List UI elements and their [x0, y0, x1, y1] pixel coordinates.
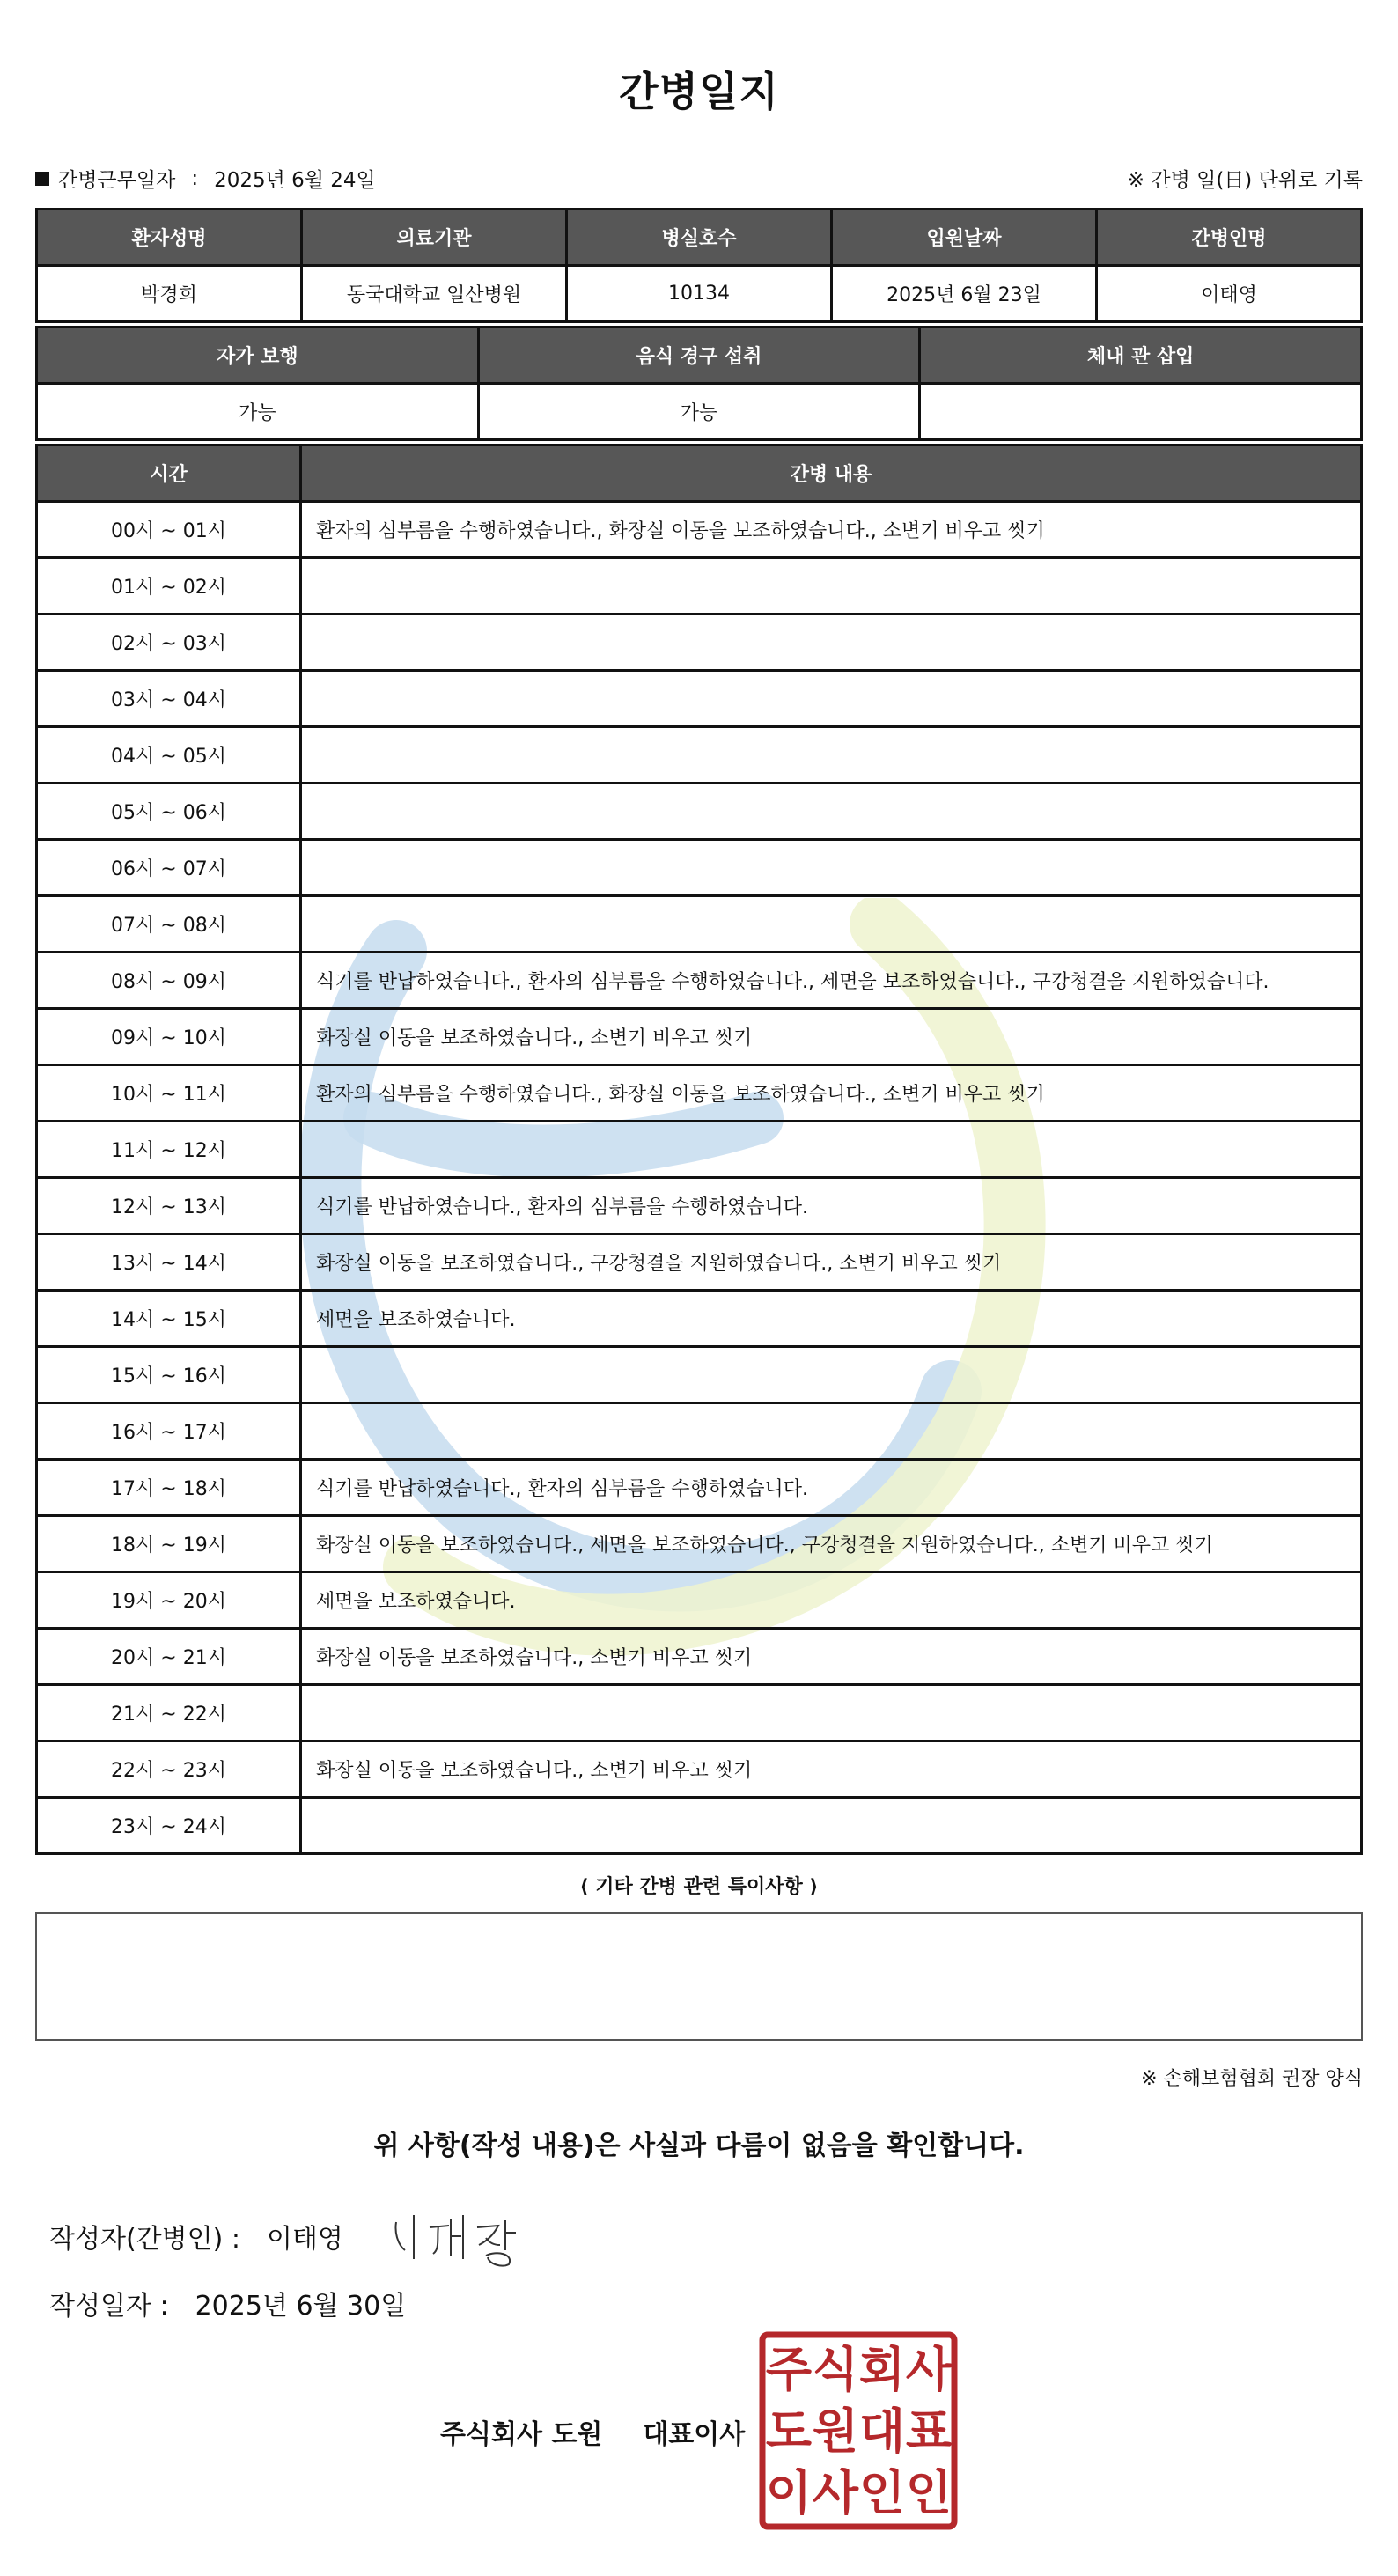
care-log-time: 00시 ~ 01시 [37, 502, 301, 558]
patient-info-header-row [37, 210, 1362, 266]
care-log-row [37, 1009, 1362, 1065]
care-log-content: 화장실 이동을 보조하였습니다., 소변기 비우고 씻기 [301, 1009, 1362, 1065]
care-log-content [301, 558, 1362, 615]
care-log-time: 15시 ~ 16시 [37, 1347, 301, 1403]
care-log-row [37, 1291, 1362, 1347]
header-admission-date: 입원날짜 [832, 210, 1097, 266]
care-log-row [37, 1065, 1362, 1122]
square-bullet-icon [35, 172, 49, 186]
company-seal-stamp [759, 2331, 958, 2530]
care-log-content [301, 896, 1362, 953]
header-caregiver-name: 간병인명 [1097, 210, 1362, 266]
care-log-time: 22시 ~ 23시 [37, 1741, 301, 1798]
care-log-time: 20시 ~ 21시 [37, 1629, 301, 1685]
work-date-value: 2025년 6월 24일 [214, 169, 376, 192]
status-value-row [37, 384, 1362, 440]
seal-character: 식 [812, 2342, 859, 2397]
care-log-row [37, 1347, 1362, 1403]
header-hospital: 의료기관 [302, 210, 567, 266]
writer-name: 이태영 [266, 2224, 343, 2255]
care-log-time: 14시 ~ 15시 [37, 1291, 301, 1347]
care-log-content [301, 1403, 1362, 1460]
care-log-content: 세면을 보조하였습니다. [301, 1572, 1362, 1629]
seal-character: 주 [765, 2342, 813, 2397]
header-care-content: 간병 내용 [301, 445, 1362, 502]
care-log-row [37, 1798, 1362, 1854]
care-log-content: 식기를 반납하였습니다., 환자의 심부름을 수행하였습니다. [301, 1178, 1362, 1234]
header-room-number: 병실호수 [567, 210, 832, 266]
care-log-row [37, 953, 1362, 1009]
care-log-time: 21시 ~ 22시 [37, 1685, 301, 1741]
care-log-row [37, 1460, 1362, 1516]
care-log-content [301, 671, 1362, 727]
care-log-content [301, 1122, 1362, 1178]
care-log-content: 화장실 이동을 보조하였습니다., 소변기 비우고 씻기 [301, 1629, 1362, 1685]
company-name: 주식회사 도원 [440, 2419, 603, 2450]
work-date-separator: : [191, 166, 199, 190]
care-log-row [37, 502, 1362, 558]
care-log-time: 05시 ~ 06시 [37, 784, 301, 840]
seal-character: 인 [858, 2465, 906, 2521]
special-notes-label: ⟨ 기타 간병 관련 특이사항 ⟩ [579, 1876, 819, 1898]
patient-info-table [35, 208, 1363, 323]
record-unit-note: ※ 간병 일(日) 단위로 기록 [1127, 169, 1363, 192]
care-log-time: 10시 ~ 11시 [37, 1065, 301, 1122]
care-log-content: 세면을 보조하였습니다. [301, 1291, 1362, 1347]
tube-insertion-value [920, 384, 1362, 440]
seal-character: 원 [812, 2403, 859, 2459]
care-log-row [37, 1178, 1362, 1234]
work-date-row [35, 164, 376, 193]
header-self-walking: 자가 보행 [37, 328, 479, 384]
seal-character: 표 [905, 2403, 953, 2459]
hospital-name: 동국대학교 일산병원 [302, 266, 567, 322]
room-number: 10134 [567, 266, 832, 322]
writer-label: 작성자(간병인) : [49, 2224, 240, 2255]
care-log-time: 02시 ~ 03시 [37, 615, 301, 671]
care-log-time: 16시 ~ 17시 [37, 1403, 301, 1460]
seal-character: 회 [858, 2342, 906, 2397]
oral-intake-value: 가능 [478, 384, 920, 440]
care-log-table [35, 444, 1363, 1855]
care-log-content [301, 1798, 1362, 1854]
patient-status-table [35, 326, 1363, 441]
care-log-time: 19시 ~ 20시 [37, 1572, 301, 1629]
care-log-content [301, 840, 1362, 896]
care-log-row [37, 1741, 1362, 1798]
care-log-row [37, 558, 1362, 615]
confirmation-statement: 위 사항(작성 내용)은 사실과 다름이 없음을 확인합니다. [373, 2131, 1025, 2161]
seal-character: 이 [765, 2465, 813, 2521]
care-log-row [37, 615, 1362, 671]
care-log-time: 11시 ~ 12시 [37, 1122, 301, 1178]
care-log-content [301, 1685, 1362, 1741]
care-log-content: 식기를 반납하였습니다., 환자의 심부름을 수행하였습니다., 세면을 보조하였습니다., 구강청결을 지원하였습니다. [301, 953, 1362, 1009]
written-date-value: 2025년 6월 30일 [195, 2291, 407, 2322]
caregiver-name: 이태영 [1097, 266, 1362, 322]
care-log-row [37, 1685, 1362, 1741]
care-log-content: 화장실 이동을 보조하였습니다., 소변기 비우고 씻기 [301, 1741, 1362, 1798]
care-log-row [37, 1234, 1362, 1291]
care-log-content: 환자의 심부름을 수행하였습니다., 화장실 이동을 보조하였습니다., 소변기 비우고 씻기 [301, 502, 1362, 558]
care-log-time: 06시 ~ 07시 [37, 840, 301, 896]
seal-character: 대 [858, 2403, 906, 2459]
care-log-row [37, 1572, 1362, 1629]
care-log-row [37, 784, 1362, 840]
care-log-row [37, 1629, 1362, 1685]
patient-name: 박경희 [37, 266, 302, 322]
care-log-content: 화장실 이동을 보조하였습니다., 구강청결을 지원하였습니다., 소변기 비우고 씻기 [301, 1234, 1362, 1291]
care-log-time: 01시 ~ 02시 [37, 558, 301, 615]
care-log-row [37, 840, 1362, 896]
care-log-time: 12시 ~ 13시 [37, 1178, 301, 1234]
seal-character: 사 [812, 2465, 859, 2521]
writer-row [49, 2217, 343, 2256]
company-signoff [440, 2412, 745, 2451]
care-log-time: 13시 ~ 14시 [37, 1234, 301, 1291]
handwritten-signature [387, 2206, 537, 2268]
care-log-time: 17시 ~ 18시 [37, 1460, 301, 1516]
care-log-row [37, 727, 1362, 784]
seal-character: 도 [765, 2403, 813, 2459]
care-log-content: 화장실 이동을 보조하였습니다., 세면을 보조하였습니다., 구강청결을 지원하였습니다., 소변기 비우고 씻기 [301, 1516, 1362, 1572]
document-title: 간병일지 [619, 68, 779, 115]
care-log-content: 식기를 반납하였습니다., 환자의 심부름을 수행하였습니다. [301, 1460, 1362, 1516]
header-tube-insertion: 체내 관 삽입 [920, 328, 1362, 384]
special-notes-box [35, 1912, 1363, 2041]
care-log-time: 23시 ~ 24시 [37, 1798, 301, 1854]
care-log-time: 04시 ~ 05시 [37, 727, 301, 784]
seal-character: 사 [905, 2342, 953, 2397]
written-date-row [49, 2284, 406, 2322]
care-log-header-row [37, 445, 1362, 502]
status-header-row [37, 328, 1362, 384]
care-log-content [301, 615, 1362, 671]
care-log-content: 환자의 심부름을 수행하였습니다., 화장실 이동을 보조하였습니다., 소변기 비우고 씻기 [301, 1065, 1362, 1122]
care-log-time: 18시 ~ 19시 [37, 1516, 301, 1572]
care-log-row [37, 1516, 1362, 1572]
self-walking-value: 가능 [37, 384, 479, 440]
seal-character: 인 [905, 2465, 953, 2521]
header-time: 시간 [37, 445, 301, 502]
header-oral-intake: 음식 경구 섭취 [478, 328, 920, 384]
care-log-row [37, 1122, 1362, 1178]
written-date-label: 작성일자 : [49, 2291, 169, 2322]
care-log-content [301, 1347, 1362, 1403]
care-log-content [301, 727, 1362, 784]
care-log-time: 03시 ~ 04시 [37, 671, 301, 727]
care-log-time: 08시 ~ 09시 [37, 953, 301, 1009]
form-source-note: ※ 손해보험협회 권장 양식 [1141, 2068, 1363, 2090]
company-representative-title: 대표이사 [643, 2419, 746, 2450]
work-date-label: 간병근무일자 [58, 169, 176, 192]
care-log-row [37, 896, 1362, 953]
admission-date: 2025년 6월 23일 [832, 266, 1097, 322]
care-log-time: 09시 ~ 10시 [37, 1009, 301, 1065]
care-log-body [37, 502, 1362, 1854]
care-log-content [301, 784, 1362, 840]
care-log-row [37, 1403, 1362, 1460]
patient-info-value-row [37, 266, 1362, 322]
care-log-time: 07시 ~ 08시 [37, 896, 301, 953]
header-patient-name: 환자성명 [37, 210, 302, 266]
care-log-row [37, 671, 1362, 727]
